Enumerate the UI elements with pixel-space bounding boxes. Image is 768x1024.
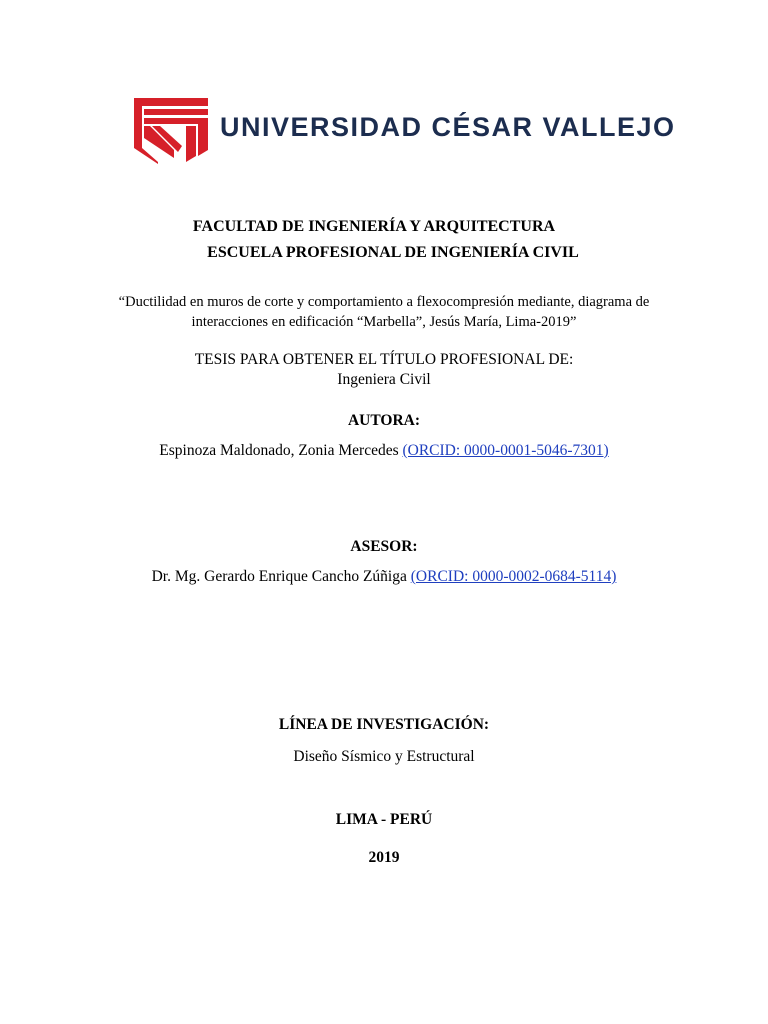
- thesis-title-line-1: “Ductilidad en muros de corte y comportamiento a flexocompresión mediante, diagrama de: [118, 294, 650, 310]
- author-name: Espinoza Maldonado, Zonia Mercedes: [159, 442, 399, 459]
- place-text: LIMA - PERÚ: [335, 811, 433, 828]
- author-line: [0, 441, 768, 461]
- advisor-name: Dr. Mg. Gerardo Enrique Cancho Zúñiga: [151, 568, 407, 585]
- school-heading: ESCUELA PROFESIONAL DE INGENIERÍA CIVIL: [207, 244, 579, 261]
- degree-line-2: Ingeniera Civil: [337, 371, 431, 388]
- thesis-title-line-2: interacciones en edificación “Marbella”, Jesús María, Lima-2019”: [191, 314, 577, 330]
- university-wordmark: [220, 112, 676, 143]
- advisor-line: [0, 567, 768, 587]
- advisor-heading: ASESOR:: [350, 538, 418, 555]
- author-heading: AUTORA:: [347, 412, 421, 429]
- university-logo: [134, 98, 676, 164]
- author-orcid-link[interactable]: (ORCID: 0000-0001-5046-7301): [402, 442, 609, 459]
- degree-line-1: TESIS PARA OBTENER EL TÍTULO PROFESIONAL DE:: [194, 351, 574, 368]
- faculty-heading: FACULTAD DE INGENIERÍA Y ARQUITECTURA: [192, 218, 556, 235]
- research-line-heading: LÍNEA DE INVESTIGACIÓN:: [278, 716, 490, 733]
- year-text: 2019: [368, 849, 400, 866]
- advisor-orcid-link[interactable]: (ORCID: 0000-0002-0684-5114): [410, 568, 617, 585]
- university-wordmark-text: UNIVERSIDAD CÉSAR VALLEJO: [220, 112, 676, 142]
- university-shield-icon: [134, 98, 208, 164]
- research-line-text: Diseño Sísmico y Estructural: [293, 748, 475, 765]
